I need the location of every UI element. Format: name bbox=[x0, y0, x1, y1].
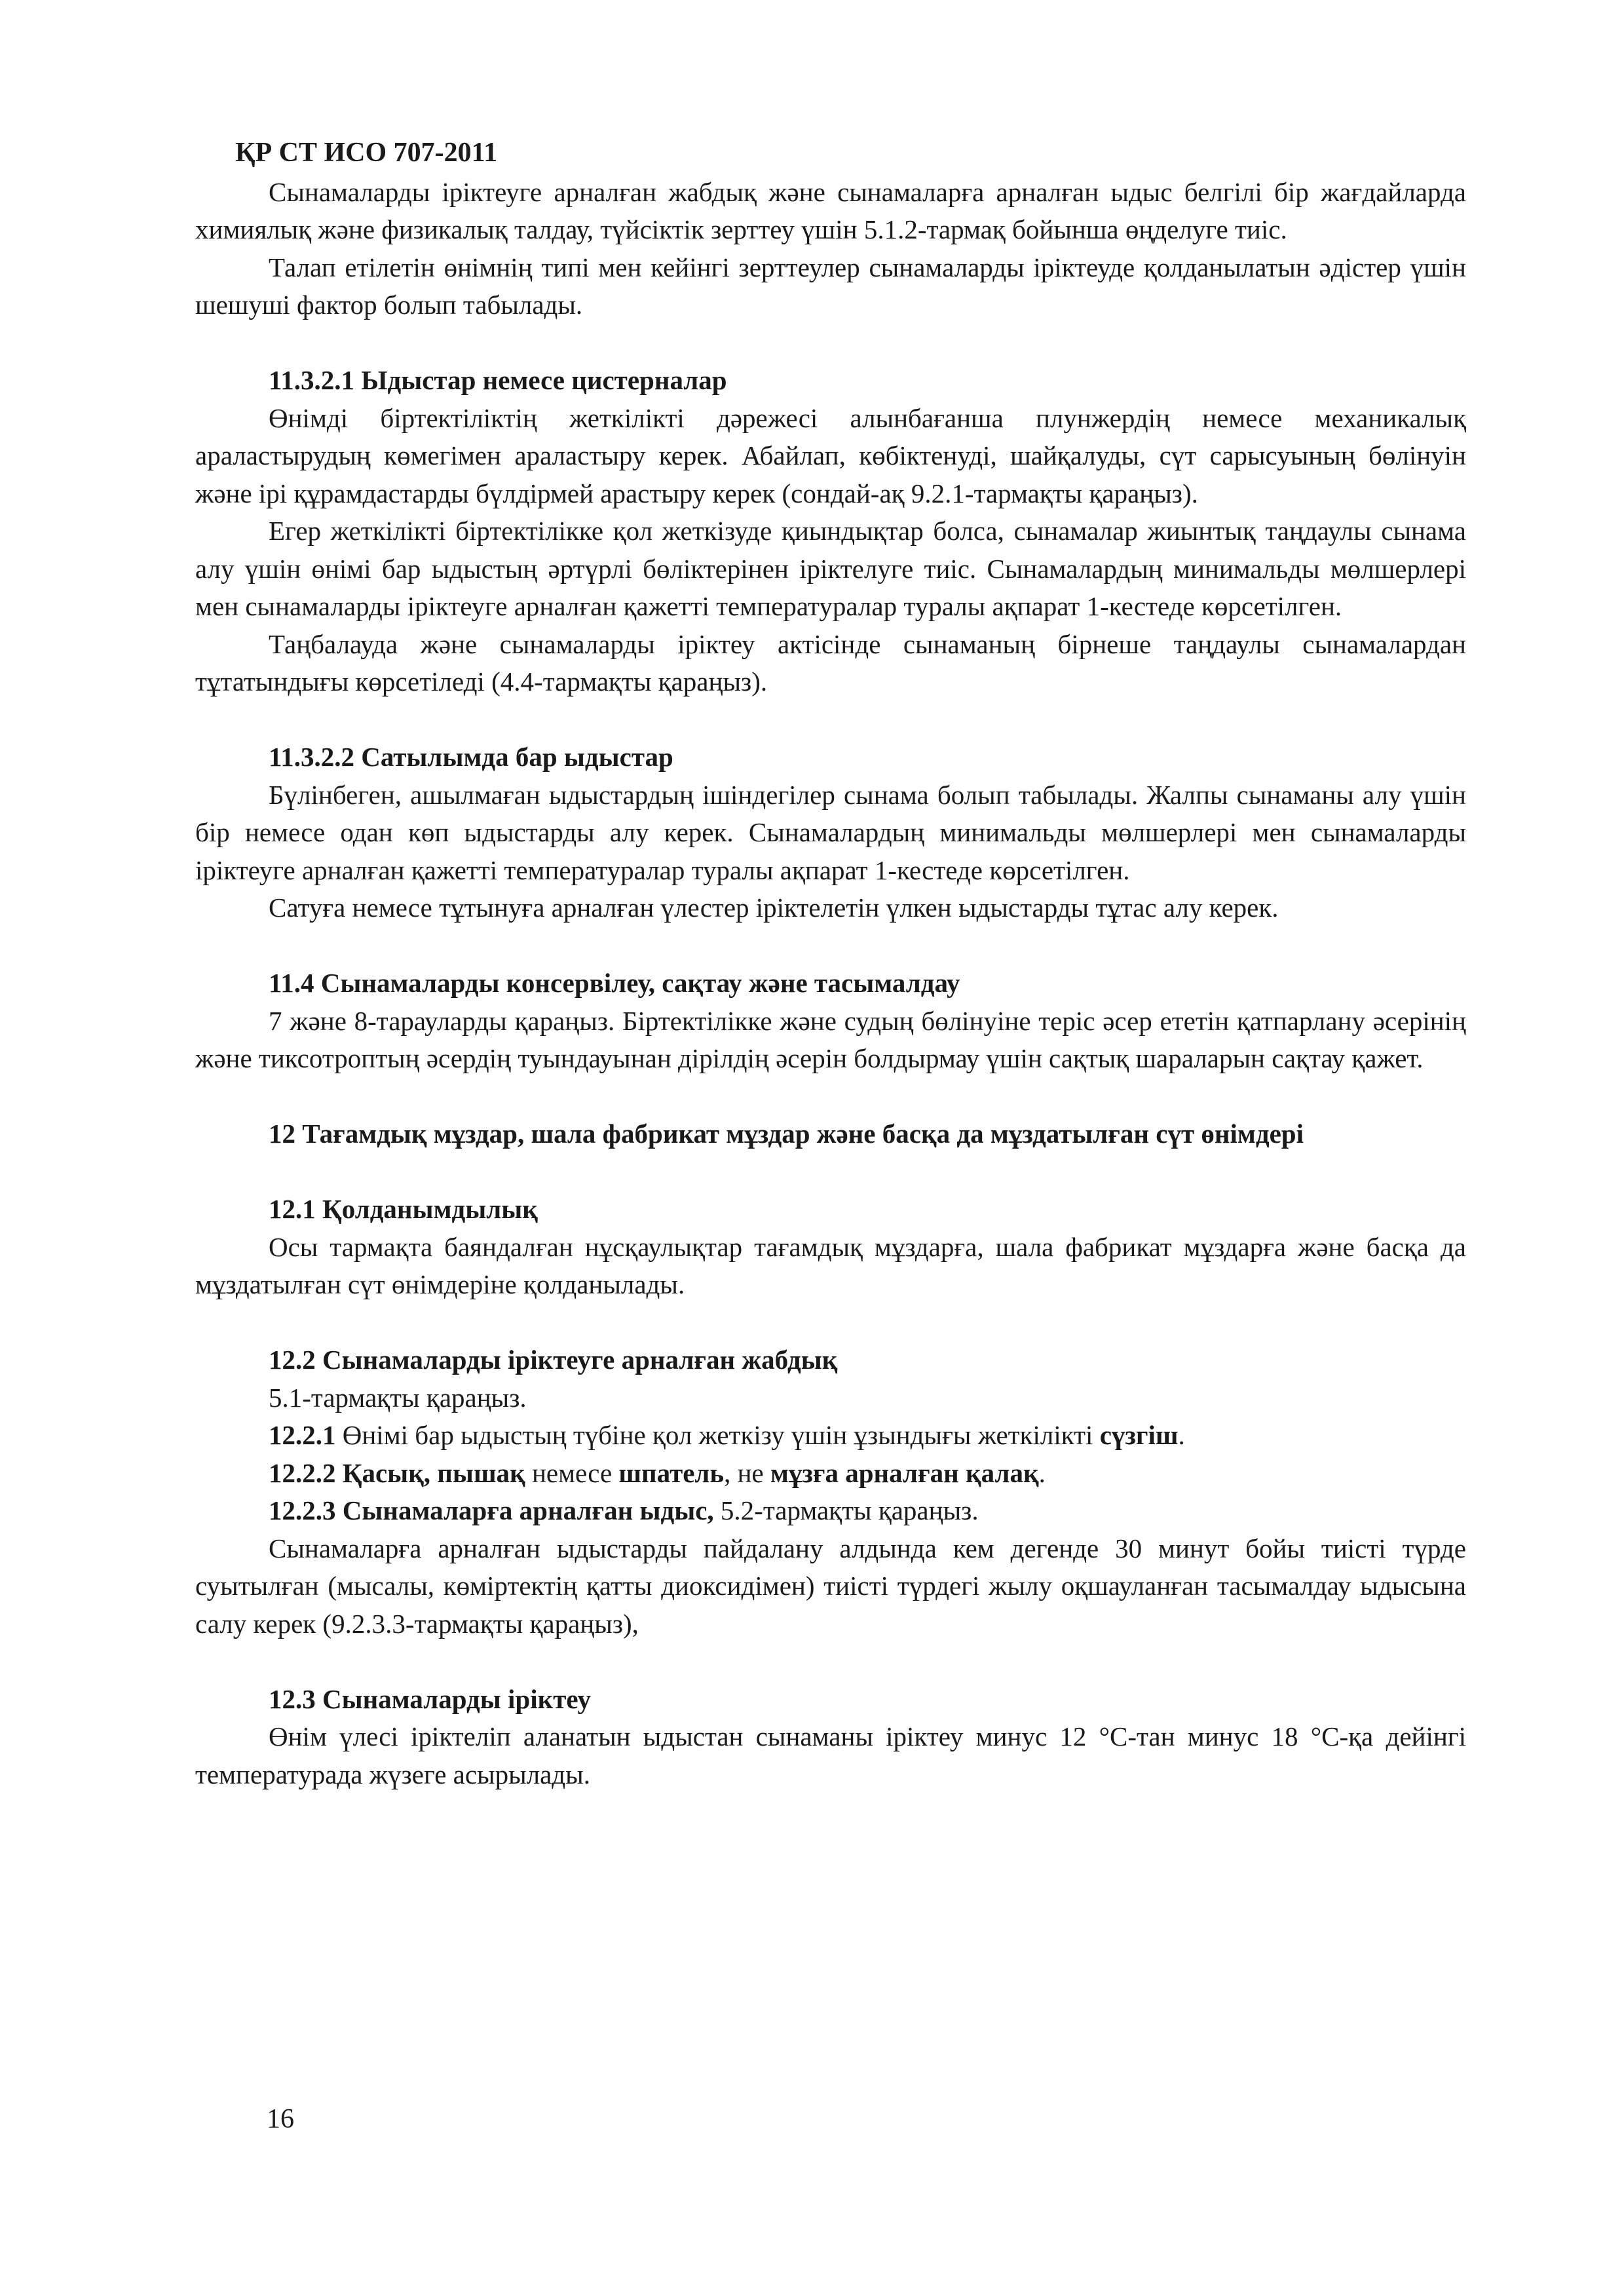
paragraph-12-2-1 bbox=[195, 1417, 1466, 1455]
paragraph-12-2-3 bbox=[195, 1492, 1466, 1530]
clause-text: Өнімі бар ыдыстың түбіне қол жеткізу үшін ұзындығы жеткілікті bbox=[335, 1420, 1100, 1450]
paragraph: Егер жеткілікті біртектілікке қол жеткізуде қиындықтар болса, сынамалар жиынтық таңдаулы сынама алу үшін өнімі бар ыдыстың әртүрлі бөліктерінен іріктелуге тиіс. Сынамалардың минимальды мөлшерлері мен сынамаларды іріктеуге арналған қажетті температуралар туралы ақпарат 1-кестеде көрсетілген. bbox=[195, 516, 1466, 621]
clause-end: . bbox=[1178, 1420, 1185, 1450]
paragraph: Сынамаларды іріктеуге арналған жабдық және сынамаларға арналған ыдыс белгілі бір жағдайларда химиялық және физикалық талдау, түйсіктік зерттеу үшін 5.1.2-тармақ бойынша өңделуге тиіс. bbox=[195, 176, 1466, 244]
clause-text: 5.2-тармақты қараңыз. bbox=[713, 1495, 979, 1525]
clause-term: мұзға арналған қалақ bbox=[770, 1457, 1039, 1488]
page-number: 16 bbox=[267, 2104, 294, 2134]
section-heading-12-2: 12.2 Сынамаларды іріктеуге арналған жабдық bbox=[269, 1345, 838, 1375]
paragraph: Сатуға немесе тұтынуға арналған үлестер іріктелетін үлкен ыдыстарды тұтас алу керек. bbox=[269, 892, 1279, 923]
clause-end: . bbox=[1038, 1457, 1046, 1488]
section-gap bbox=[195, 701, 1466, 739]
paragraph: Таңбалауда және сынамаларды іріктеу актісінде сынаманың бірнеше таңдаулы сынамалардан тұтатындығы көрсетіледі (4.4-тармақты қараңыз). bbox=[195, 628, 1466, 697]
clause-number-term: 12.2.3 Сынамаларға арналған ыдыс, bbox=[269, 1495, 714, 1525]
section-gap bbox=[195, 1643, 1466, 1681]
paragraph-12-2-2 bbox=[195, 1455, 1466, 1493]
paragraph: Талап етілетін өнімнің типі мен кейінгі зерттеулер сынамаларды іріктеуде қолданылатын әдістер үшін шешуші фактор болып табылады. bbox=[195, 252, 1466, 320]
clause-number-term: 12.2.2 Қасық, пышақ bbox=[269, 1457, 525, 1488]
paragraph: 7 және 8-тарауларды қараңыз. Біртектілікке және судың бөлінуіне теріс әсер ететін қатпарлану әсерінің және тиксотроптың әсердің туындауынан дірілдің әсерін болдырмау үшін сақтық шараларын сақтау қажет. bbox=[195, 1005, 1466, 1073]
clause-number: 12.2.1 bbox=[269, 1420, 336, 1450]
section-gap bbox=[195, 1153, 1466, 1191]
section-heading-12-3: 12.3 Сынамаларды іріктеу bbox=[269, 1683, 592, 1714]
clause-term: шпатель bbox=[618, 1457, 725, 1488]
clause-term: сүзгіш bbox=[1099, 1420, 1179, 1450]
document-page bbox=[195, 134, 1466, 1793]
section-heading-11-4: 11.4 Сынамаларды консервілеу, сақтау және тасымалдау bbox=[269, 968, 960, 998]
section-gap bbox=[195, 927, 1466, 965]
paragraph: Бүлінбеген, ашылмаған ыдыстардың ішіндегілер сынама болып табылады. Жалпы сынаманы алу үшін бір немесе одан көп ыдыстарды алу керек. Сынамалардың минимальды мөлшерлері мен сынамаларды іріктеуге арналған қажетті температуралар туралы ақпарат 1-кестеде көрсетілген. bbox=[195, 779, 1466, 885]
section-heading-11-3-2-1: 11.3.2.1 Ыдыстар немесе цистерналар bbox=[269, 365, 727, 395]
standard-code-header: ҚР СТ ИСО 707-2011 bbox=[235, 138, 498, 168]
section-gap bbox=[195, 1304, 1466, 1342]
section-heading-12: 12 Тағамдық мұздар, шала фабрикат мұздар және басқа да мұздатылған сүт өнімдері bbox=[269, 1119, 1304, 1149]
paragraph: 5.1-тармақты қараңыз. bbox=[269, 1382, 527, 1413]
paragraph: Өнімді біртектіліктің жеткілікті дәрежесі алынбағанша плунжердің немесе механикалық араластырудың көмегімен араластыру керек. Абайлап, көбіктенуді, шайқалуды, сүт сарысуының бөлінуін және ірі құрамдастарды бүлдірмей арастыру керек (сондай-ақ 9.2.1-тармақты қараңыз). bbox=[195, 402, 1466, 508]
clause-text: немесе bbox=[525, 1457, 619, 1488]
paragraph: Өнім үлесі іріктеліп аланатын ыдыстан сынаманы іріктеу минус 12 °С-тан минус 18 °С-қа дейінгі температурада жүзеге асырылады. bbox=[195, 1721, 1466, 1789]
section-gap bbox=[195, 324, 1466, 362]
section-heading-12-1: 12.1 Қолданымдылық bbox=[269, 1194, 538, 1224]
paragraph: Сынамаларға арналған ыдыстарды пайдалану алдында кем дегенде 30 минут бойы тиісті түрде суытылған (мысалы, көміртектің қатты диоксидімен) тиісті түрдегі жылу оқшауланған тасымалдау ыдысына салу керек (9.2.3.3-тармақты қараңыз), bbox=[195, 1533, 1466, 1639]
section-gap bbox=[195, 1078, 1466, 1116]
paragraph: Осы тармақта баяндалған нұсқаулықтар тағамдық мұздарға, шала фабрикат мұздарға және басқа да мұздатылған сүт өнімдеріне қолданылады. bbox=[195, 1231, 1466, 1299]
clause-text: , не bbox=[724, 1457, 770, 1488]
section-heading-11-3-2-2: 11.3.2.2 Сатылымда бар ыдыстар bbox=[269, 742, 673, 772]
